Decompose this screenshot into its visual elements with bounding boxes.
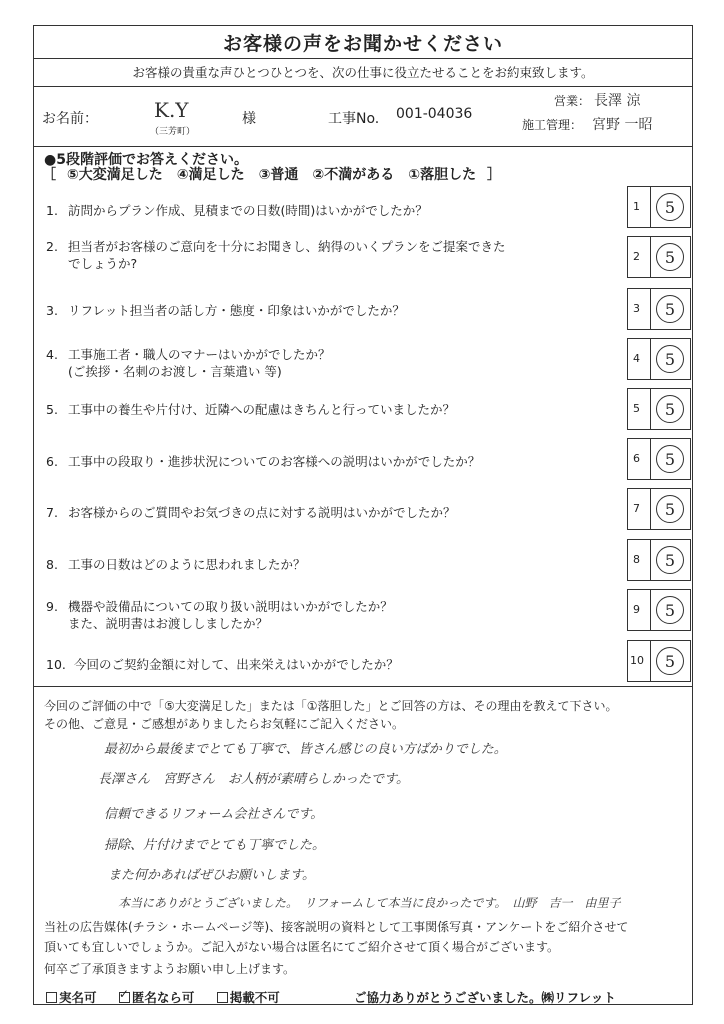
comments-instruction-2: その他、ご意見・ご感想がありましたらお気軽にご記入ください。 bbox=[44, 717, 405, 731]
option-no-publish[interactable]: 掲載不可 bbox=[217, 990, 280, 1005]
score-cell-10: 10 5 bbox=[627, 640, 691, 682]
customer-info bbox=[34, 86, 692, 147]
question-9: 9. 機器や設備品についての取り扱い説明はいかがでしたか？ また、説明書はお渡ししましたか？ bbox=[46, 599, 393, 631]
rating-heading: ●5段階評価でお答えください。 bbox=[44, 152, 248, 168]
job-label: 工事No. bbox=[328, 111, 380, 127]
score-cell-2: 2 5 bbox=[627, 236, 691, 278]
score-circle: 5 bbox=[656, 193, 684, 221]
score-circle: 5 bbox=[656, 647, 684, 675]
comments-instruction-1: 今回のご評価の中で「⑤大変満足した」または「①落胆した」とご回答の方は、その理由を教えて下さい。 bbox=[44, 699, 618, 713]
score-circle: 5 bbox=[656, 243, 684, 271]
form-title: お客様の声をお聞かせください bbox=[34, 26, 692, 59]
question-5: 5. 工事中の養生や片付け、近隣への配慮はきちんと行っていましたか？ bbox=[46, 402, 456, 417]
score-circle: 5 bbox=[656, 495, 684, 523]
score-cell-7: 7 5 bbox=[627, 488, 691, 530]
question-8: 8. 工事の日数はどのように思われましたか？ bbox=[46, 557, 306, 572]
option-real-name[interactable]: 実名可 bbox=[46, 990, 97, 1005]
form-subtitle: お客様の貴重な声ひとつひとつを、次の仕事に役立たせることをお約束致します。 bbox=[34, 58, 692, 87]
question-6: 6. 工事中の段取り・進捗状況についてのお客様への説明はいかがでしたか？ bbox=[46, 454, 481, 469]
comment-line: 信頼できるリフォーム会社さんです。 bbox=[104, 807, 324, 822]
consent-options bbox=[46, 988, 298, 1006]
comment-line: 最初から最後までとても丁寧で、皆さん感じの良い方ばかりでした。 bbox=[104, 742, 507, 757]
score-cell-5: 5 5 bbox=[627, 388, 691, 430]
comment-line: 長澤さん 宮野さん お人柄が素晴らしかったです。 bbox=[98, 772, 409, 787]
job-value: 001-04036 bbox=[396, 106, 473, 122]
option-anonymous[interactable]: ✓ 匿名なら可 bbox=[119, 990, 195, 1005]
sales-label: 営業： bbox=[554, 94, 591, 108]
consent-line-3: 何卒ご了承頂きますようお願い申し上げます。 bbox=[44, 962, 296, 976]
comment-line: 掃除、片付けまでとても丁寧でした。 bbox=[104, 838, 326, 853]
question-10: 10. 今回のご契約金額に対して、出来栄えはいかがでしたか？ bbox=[46, 657, 399, 672]
question-1: 1. 訪問からプラン作成、見積までの日数(時間)はいかがでしたか？ bbox=[46, 203, 428, 218]
consent-line-2: 頂いても宜しいでしょうか。ご記入がない場合は匿名にてご紹介させて頂く場合がございます。 bbox=[44, 940, 560, 954]
score-cell-3: 3 5 bbox=[627, 288, 691, 330]
survey-sheet bbox=[33, 25, 693, 1005]
score-cell-6: 6 5 bbox=[627, 438, 691, 480]
honorific: 様 bbox=[242, 111, 256, 127]
construction-label: 施工管理： bbox=[522, 118, 583, 132]
thanks-text: ご協力ありがとうございました。㈱リフレット bbox=[354, 990, 616, 1005]
question-7: 7. お客様からのご質問やお気づきの点に対する説明はいかがでしたか？ bbox=[46, 505, 456, 520]
score-circle: 5 bbox=[656, 546, 684, 574]
question-2: 2. 担当者がお客様のご意向を十分にお聞きし、納得のいくプランをご提案できた でしょうか? bbox=[46, 239, 506, 271]
score-circle: 5 bbox=[656, 445, 684, 473]
checkbox-checked-icon[interactable] bbox=[119, 992, 130, 1003]
comment-line: また何かあればぜひお願いします。 bbox=[108, 868, 315, 883]
question-4: 4. 工事施工者・職人のマナーはいかがでしたか？ (ご挨拶・名刺のお渡し・言葉遣い 等) bbox=[46, 347, 331, 379]
score-circle: 5 bbox=[656, 345, 684, 373]
name-value: K.Y bbox=[154, 98, 189, 122]
name-label: お名前： bbox=[42, 111, 98, 127]
score-cell-8: 8 5 bbox=[627, 539, 691, 581]
checkbox-icon[interactable] bbox=[217, 992, 228, 1003]
score-cell-4: 4 5 bbox=[627, 338, 691, 380]
rating-scale: ［ ⑤大変満足した ④満足した ③普通 ②不満がある ①落胆した ］ bbox=[42, 167, 502, 183]
checkbox-icon[interactable] bbox=[46, 992, 57, 1003]
score-circle: 5 bbox=[656, 596, 684, 624]
construction-value: 宮野 一昭 bbox=[592, 117, 653, 133]
score-circle: 5 bbox=[656, 395, 684, 423]
sales-value: 長澤 涼 bbox=[594, 93, 641, 109]
score-cell-1: 1 5 bbox=[627, 186, 691, 228]
name-sub: （三芳町） bbox=[150, 127, 196, 137]
question-3: 3. リフレット担当者の話し方・態度・印象はいかがでしたか？ bbox=[46, 303, 405, 318]
consent-line-1: 当社の広告媒体(チラシ・ホームページ等)、接客説明の資料として工事関係写真・アンケートをご紹介させて bbox=[44, 920, 629, 934]
score-circle: 5 bbox=[656, 295, 684, 323]
score-cell-9: 9 5 bbox=[627, 589, 691, 631]
comment-line: 本当にありがとうございました。 リフォームして本当に良かったです。 山野 吉一 由里子 bbox=[118, 896, 621, 910]
